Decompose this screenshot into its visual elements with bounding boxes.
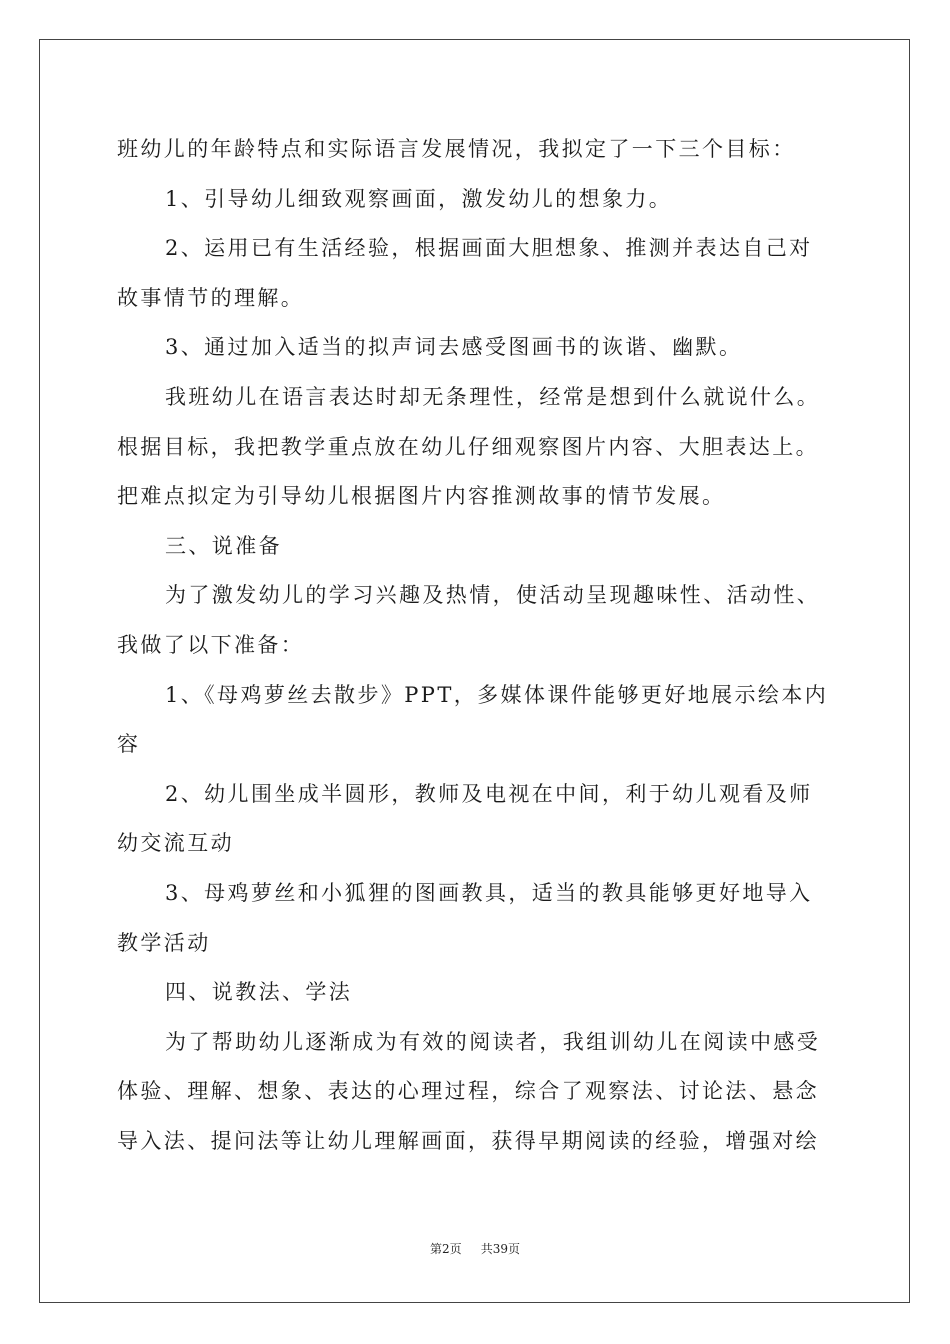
text-line: 教学活动 (117, 930, 211, 955)
text-line: 三、说准备 (165, 533, 282, 558)
text-line: 体验、理解、想象、表达的心理过程，综合了观察法、讨论法、悬念 (117, 1079, 819, 1104)
page-footer (0, 1240, 950, 1257)
text-line: 为了激发幼儿的学习兴趣及热情，使活动呈现趣味性、活动性、 (165, 583, 821, 608)
text-line: 把难点拟定为引导幼儿根据图片内容推测故事的情节发展。 (117, 484, 726, 509)
text-line: 导入法、提问法等让幼儿理解画面，获得早期阅读的经验，增强对绘 (117, 1128, 819, 1153)
text-line: 幼交流互动 (117, 831, 234, 856)
text-line: 根据目标，我把教学重点放在幼儿仔细观察图片内容、大胆表达上。 (117, 434, 819, 459)
text-line: 2、运用已有生活经验，根据画面大胆想象、推测并表达自己对 (165, 236, 813, 261)
text-line: 我做了以下准备： (117, 632, 305, 657)
document-body (117, 125, 837, 1166)
text-line: 1、《母鸡萝丝去散步》PPT，多媒体课件能够更好地展示绘本内 (165, 682, 829, 707)
text-line: 容 (117, 732, 141, 757)
text-line: 四、说教法、学法 (165, 980, 353, 1005)
text-line: 3、母鸡萝丝和小狐狸的图画教具，适当的教具能够更好地导入 (165, 880, 813, 905)
text-line: 我班幼儿在语言表达时却无条理性，经常是想到什么就说什么。 (165, 384, 821, 409)
page-number: 第2页 (429, 1242, 462, 1256)
text-line: 2、幼儿围坐成半圆形，教师及电视在中间，利于幼儿观看及师 (165, 781, 813, 806)
page-total: 共39页 (480, 1242, 521, 1256)
text-line: 1、引导幼儿细致观察画面，激发幼儿的想象力。 (165, 186, 673, 211)
text-line: 为了帮助幼儿逐渐成为有效的阅读者，我组训幼儿在阅读中感受 (165, 1029, 821, 1054)
text-line: 班幼儿的年龄特点和实际语言发展情况，我拟定了一下三个目标： (117, 137, 796, 161)
text-line: 3、通过加入适当的拟声词去感受图画书的诙谐、幽默。 (165, 335, 743, 360)
text-line: 故事情节的理解。 (117, 285, 305, 310)
